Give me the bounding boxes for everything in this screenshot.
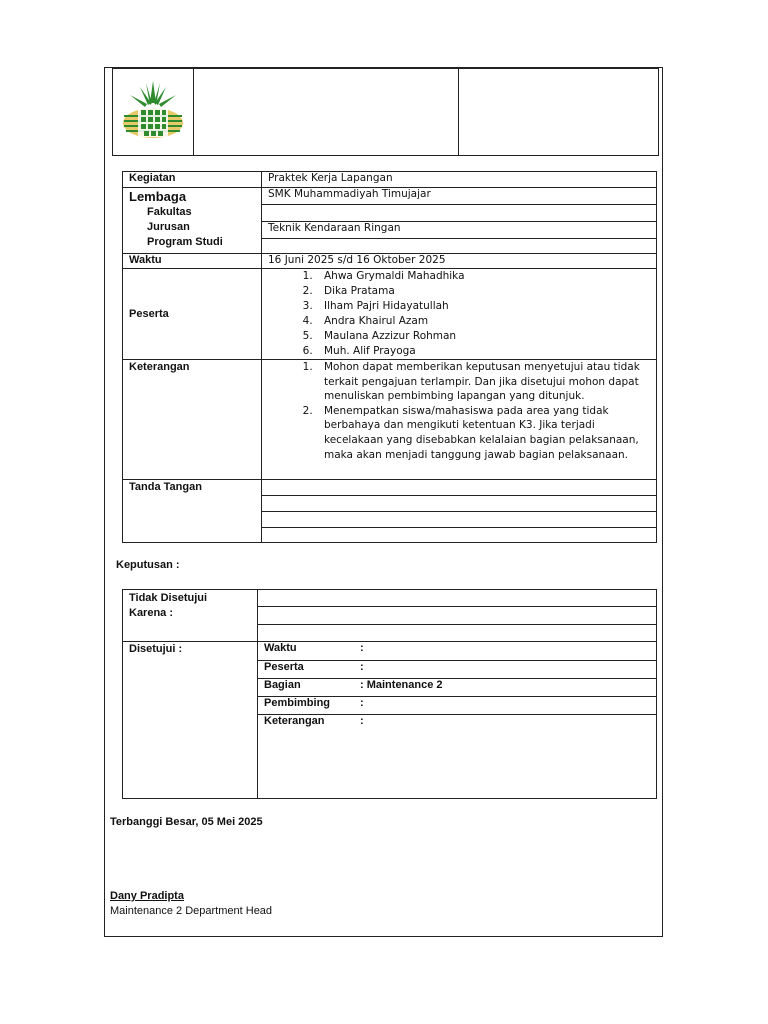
approval-peserta-label: Peserta: [258, 660, 356, 678]
peserta-item: 1. Ahwa Grymaldi Mahadhika: [316, 269, 650, 284]
approval-keterangan-label: Keterangan: [264, 714, 325, 727]
lembaga-label: Lembaga: [129, 189, 187, 204]
logo-cell: [113, 69, 194, 155]
peserta-item: 3. Ilham Pajri Hidayatullah: [316, 299, 650, 314]
keterangan-item: 1. Mohon dapat memberikan keputusan menyetujui atau tidak terkait pengajuan terlampir. Dan jika disetujui mohon dapat menuliskan pembimbing lapangan yang ditunjuk.: [316, 360, 646, 404]
reason-line[interactable]: [258, 590, 657, 607]
header-box: [112, 68, 659, 156]
peserta-list: [268, 269, 650, 359]
waktu-value: 16 Juni 2025 s/d 16 Oktober 2025: [262, 254, 657, 269]
karena-label: Karena :: [129, 607, 174, 619]
waktu-label: Waktu: [123, 254, 262, 269]
approval-pembimbing-label: Pembimbing: [258, 696, 356, 714]
jurusan-label: Jurusan: [147, 221, 190, 233]
program-studi-label: Program Studi: [147, 236, 223, 248]
reason-line[interactable]: [258, 607, 657, 625]
peserta-item: 2. Dika Pratama: [316, 284, 650, 299]
approval-keterangan-value[interactable]: :: [360, 714, 364, 727]
keterangan-item: 2. Menempatkan siswa/mahasiswa pada area yang tidak berbahaya dan mengikuti ketentuan K3. Jika terjadi kecelakaan yang disebabkan kelalaian bagian pelaksanaan, maka akan menjadi tanggung jawab bagian pelaksanaan.: [316, 404, 646, 462]
keterangan-label: Keterangan: [123, 360, 262, 480]
keputusan-title: Keputusan :: [116, 559, 180, 571]
program-studi-value: [262, 239, 657, 254]
kegiatan-value: Praktek Kerja Lapangan: [262, 172, 657, 188]
keterangan-list-cell: [262, 360, 657, 480]
peserta-list-cell: [262, 269, 657, 360]
keterangan-list: [268, 360, 650, 462]
fakultas-label: Fakultas: [147, 206, 192, 218]
signature-line[interactable]: [262, 480, 657, 496]
approval-waktu-label: Waktu: [258, 642, 356, 660]
disetujui-label: Disetujui :: [123, 642, 258, 799]
approval-pembimbing-value[interactable]: :: [356, 696, 656, 714]
tanda-tangan-label: Tanda Tangan: [123, 480, 262, 543]
signature-line[interactable]: [262, 512, 657, 528]
approval-bagian-value[interactable]: : Maintenance 2: [356, 678, 656, 696]
approval-bagian-label: Bagian: [258, 678, 356, 696]
reason-line[interactable]: [258, 625, 657, 642]
peserta-item: 4. Andra Khairul Azam: [316, 314, 650, 329]
fakultas-value: [262, 205, 657, 222]
jurusan-value: Teknik Kendaraan Ringan: [262, 222, 657, 239]
place-date: Terbanggi Besar, 05 Mei 2025: [110, 816, 263, 828]
signer-name: Dany Pradipta: [110, 890, 184, 902]
signer-title: Maintenance 2 Department Head: [110, 905, 273, 917]
activity-table: [122, 171, 657, 543]
approval-fields: [258, 642, 656, 794]
pineapple-logo: [120, 81, 186, 143]
header-divider: [458, 69, 459, 155]
tidak-disetujui-label: Tidak Disetujui: [129, 592, 208, 604]
approval-waktu-value[interactable]: :: [356, 642, 656, 660]
decision-table: [122, 589, 657, 799]
lembaga-value: SMK Muhammadiyah Timujajar: [262, 188, 657, 205]
approval-peserta-value[interactable]: :: [356, 660, 656, 678]
peserta-item: 5. Maulana Azzizur Rohman: [316, 329, 650, 344]
peserta-label: Peserta: [123, 269, 262, 360]
approval-details: [258, 642, 657, 799]
signature-line[interactable]: [262, 528, 657, 543]
signature-line[interactable]: [262, 496, 657, 512]
kegiatan-label: Kegiatan: [123, 172, 262, 188]
peserta-item: 6. Muh. Alif Prayoga: [316, 344, 650, 359]
